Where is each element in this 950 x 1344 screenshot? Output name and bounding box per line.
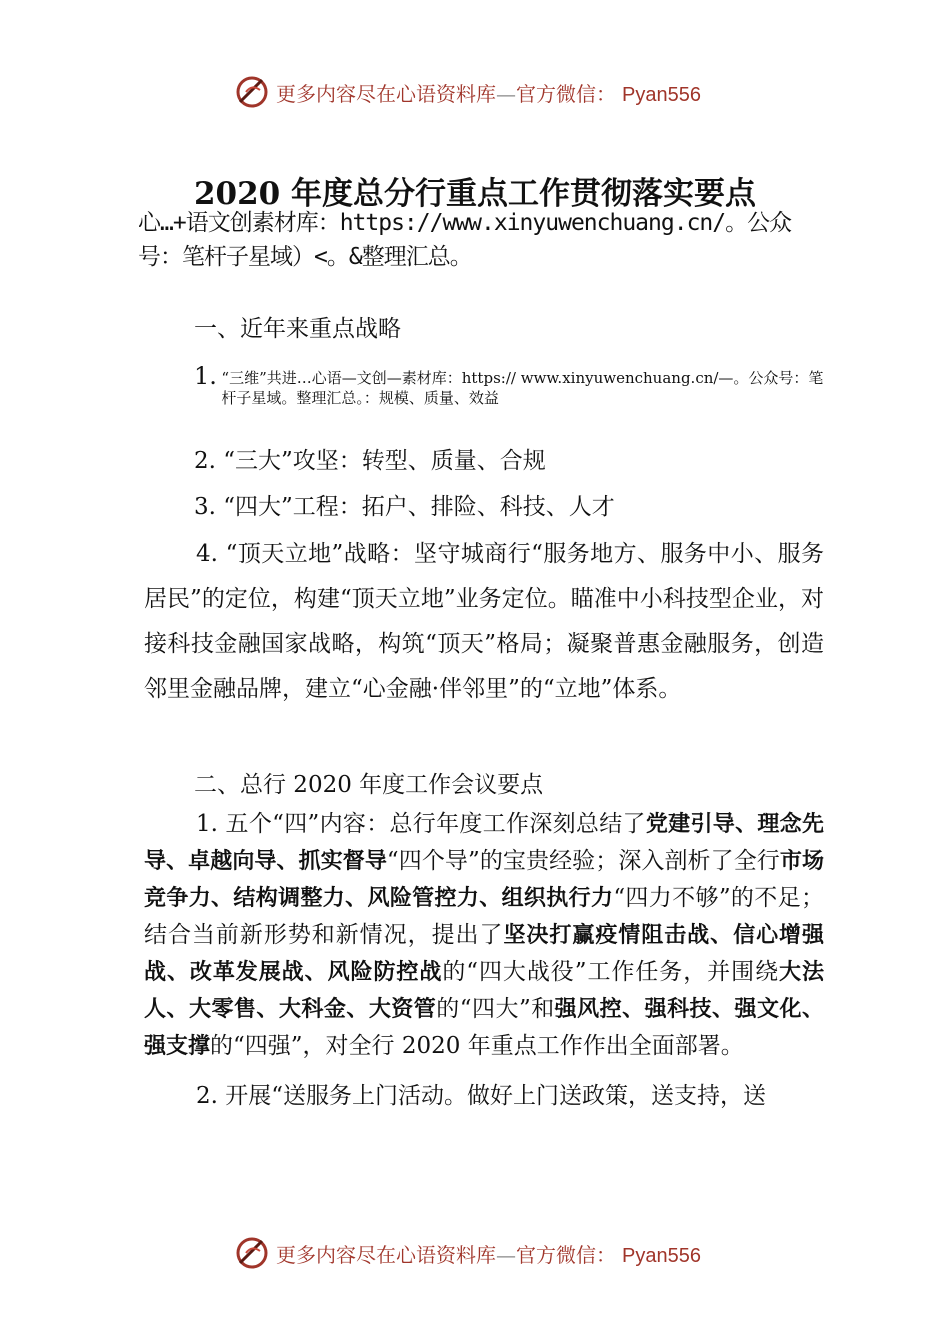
item-text: “三维”共进…心语—文创—素材库：https:// www.xinyuwenchuang.cn/—。公众号：笔杆子星域。整理汇总。：规模、质量、效益 <box>221 369 824 407</box>
source-note: 心…+语文创素材库：https://www.xinyuwenchuang.cn/。公众号：笔杆子星域）<。&整理汇总。 <box>138 210 792 270</box>
list-item: 2. “三大”攻坚：转型、质量、合规 <box>194 448 546 474</box>
logo-icon <box>232 72 272 112</box>
header-banner <box>232 72 752 112</box>
paragraph-service: 2. 开展“送服务上门活动。做好上门送政策，送支持，送 <box>196 1083 767 1109</box>
list-item: 4. “顶天立地”战略：坚守城商行“服务地方、服务中小、服务居民”的定位，构建“顶天立地”业务定位。瞄准中小科技型企业，对接科技金融国家战略，构筑“顶天”格局；凝聚普惠金融服务，创造邻里金融品牌，建立“心金融·伴邻里”的“立地”体系。 <box>144 541 824 702</box>
wechat-id: Pyan556 <box>622 83 701 106</box>
footer-banner <box>232 1233 752 1273</box>
list-item <box>194 362 824 408</box>
list-item: 3. “四大”工程：拓户、排险、科技、人才 <box>194 494 615 520</box>
page-title: 2020 年度总分行重点工作贯彻落实要点 <box>193 176 757 212</box>
banner-text: 更多内容尽在心语资料库—官方微信： Pyan556 <box>276 81 701 106</box>
paragraph-five-fours: 1. 五个“四”内容：总行年度工作深刻总结了党建引导、理念先导、卓越向导、抓实督导“四个导”的宝贵经验；深入剖析了全行市场竞争力、结构调整力、风险管控力、组织执行力“四力不够”的不足；结合当前新形势和新情况，提出了坚决打赢疫情阻击战、信心增强战、改革发展战、风险防控战的“四大战役”工作任务，并围绕大法人、大零售、大科金、大资管的“四大”和强风控、强科技、强文化、强支撑的“四强”，对全行 2020 年重点工作作出全面部署。 <box>144 811 824 1059</box>
banner-text: 更多内容尽在心语资料库—官方微信： Pyan556 <box>276 1242 701 1267</box>
section1-heading: 一、近年来重点战略 <box>194 316 401 342</box>
logo-icon <box>232 1233 272 1273</box>
wechat-id: Pyan556 <box>622 1244 701 1267</box>
section2-heading: 二、总行 2020 年度工作会议要点 <box>194 772 544 798</box>
item-number: 1. <box>194 362 217 390</box>
